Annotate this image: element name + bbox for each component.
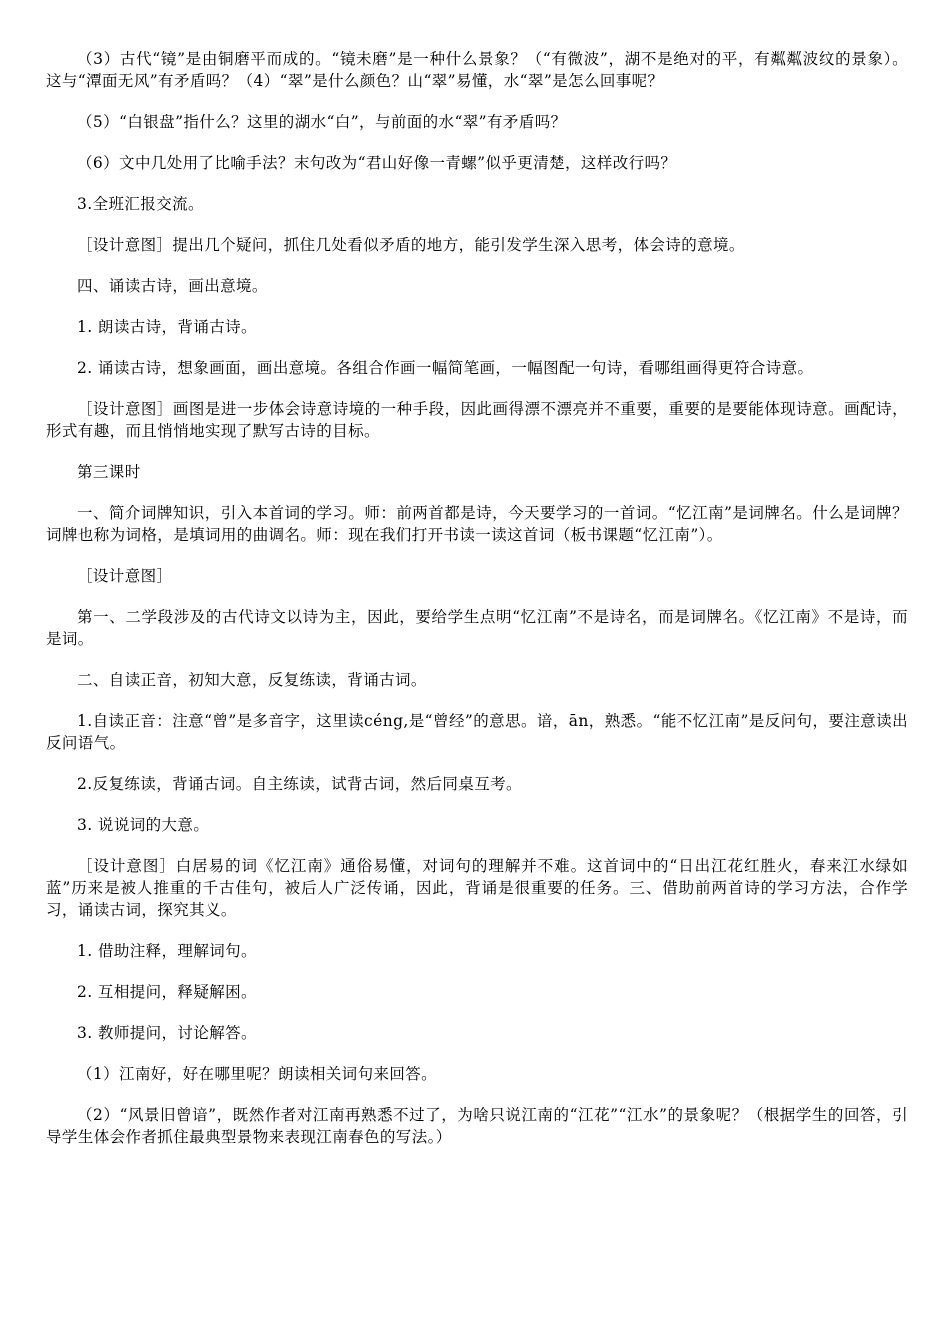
paragraph-step-practice: 2.反复练读，背诵古词。自主练读，试背古词，然后同桌互考。 — [77, 775, 522, 793]
lesson-heading-third: 第三课时 — [77, 463, 141, 481]
paragraph-question-6: （6）文中几处用了比喻手法？末句改为“君山好像一青螺”似乎更清楚，这样改行吗？ — [77, 154, 677, 172]
paragraph-question-jiangnan: （1）江南好，好在哪里呢？朗读相关词句来回答。 — [77, 1065, 438, 1083]
paragraph-step-pronunciation: 1.自读正音：注意“曾”是多音字，这里读céng,是“曾经”的意思。谙，ān，熟悉。“能不忆江南”是反问句，要注意读出反问语气。 — [46, 712, 908, 752]
paragraph-step-draw: 2. 诵读古诗，想象画面，画出意境。各组合作画一幅简笔画，一幅图配一句诗，看哪组画得更符合诗意。 — [77, 359, 814, 377]
paragraph-question-5: （5）“白银盘”指什么？这里的湖水“白”，与前面的水“翠”有矛盾吗？ — [77, 113, 567, 131]
document-page — [46, 48, 908, 1148]
paragraph-design-intent-4: ［设计意图］白居易的词《忆江南》通俗易懂，对词句的理解并不难。这首词中的“日出江花红胜火，春来江水绿如蓝”历来是被人推重的千古佳句，被后人广泛传诵，因此，背诵是很重要的任务。三、借助前两首诗的学习方法，合作学习，诵读古词，探究其义。 — [46, 857, 908, 919]
paragraph-step-meaning: 3. 说说词的大意。 — [77, 816, 210, 834]
paragraph-step-read-recite: 1. 朗读古诗，背诵古诗。 — [77, 318, 257, 336]
paragraph-design-intent-label: ［设计意图］ — [77, 567, 173, 585]
paragraph-design-intent-1: ［设计意图］提出几个疑问，抓住几处看似矛盾的地方，能引发学生深入思考，体会诗的意境。 — [77, 236, 745, 254]
paragraph-questions-3-4: （3）古代“镜”是由铜磨平而成的。“镜未磨”是一种什么景象？（“有微波”，湖不是绝对的平，有粼粼波纹的景象）。这与“潭面无风”有矛盾吗？（4）“翠”是什么颜色？山“翠”易懂，水“翠”是怎么回事呢？ — [46, 50, 908, 90]
paragraph-design-intent-2: ［设计意图］画图是进一步体会诗意诗境的一种手段，因此画得漂不漂亮并不重要，重要的是要能体现诗意。画配诗，形式有趣，而且悄悄地实现了默写古诗的目标。 — [46, 400, 908, 440]
paragraph-class-report: 3.全班汇报交流。 — [77, 195, 204, 213]
paragraph-step-questions: 2. 互相提问，释疑解困。 — [77, 983, 257, 1001]
section-heading-four: 四、诵读古诗，画出意境。 — [77, 277, 268, 295]
paragraph-step-teacher-questions: 3. 教师提问，讨论解答。 — [77, 1024, 257, 1042]
section-heading-two: 二、自读正音，初知大意，反复练读，背诵古词。 — [77, 671, 427, 689]
paragraph-design-intent-3: 第一、二学段涉及的古代诗文以诗为主，因此，要给学生点明“忆江南”不是诗名，而是词牌名。《忆江南》不是诗，而是词。 — [46, 608, 908, 648]
paragraph-step-annotations: 1. 借助注释，理解词句。 — [77, 942, 257, 960]
section-heading-one: 一、简介词牌知识，引入本首词的学习。师：前两首都是诗，今天要学习的一首词。“忆江南”是词牌名。什么是词牌？词牌也称为词格，是填词用的曲调名。师：现在我们打开书读一读这首词（板书课题“忆江南”）。 — [46, 504, 908, 544]
paragraph-question-scenery: （2）“风景旧曾谙”，既然作者对江南再熟悉不过了，为啥只说江南的“江花”“江水”的景象呢？（根据学生的回答，引导学生体会作者抓住最典型景物来表现江南春色的写法。） — [46, 1106, 908, 1146]
